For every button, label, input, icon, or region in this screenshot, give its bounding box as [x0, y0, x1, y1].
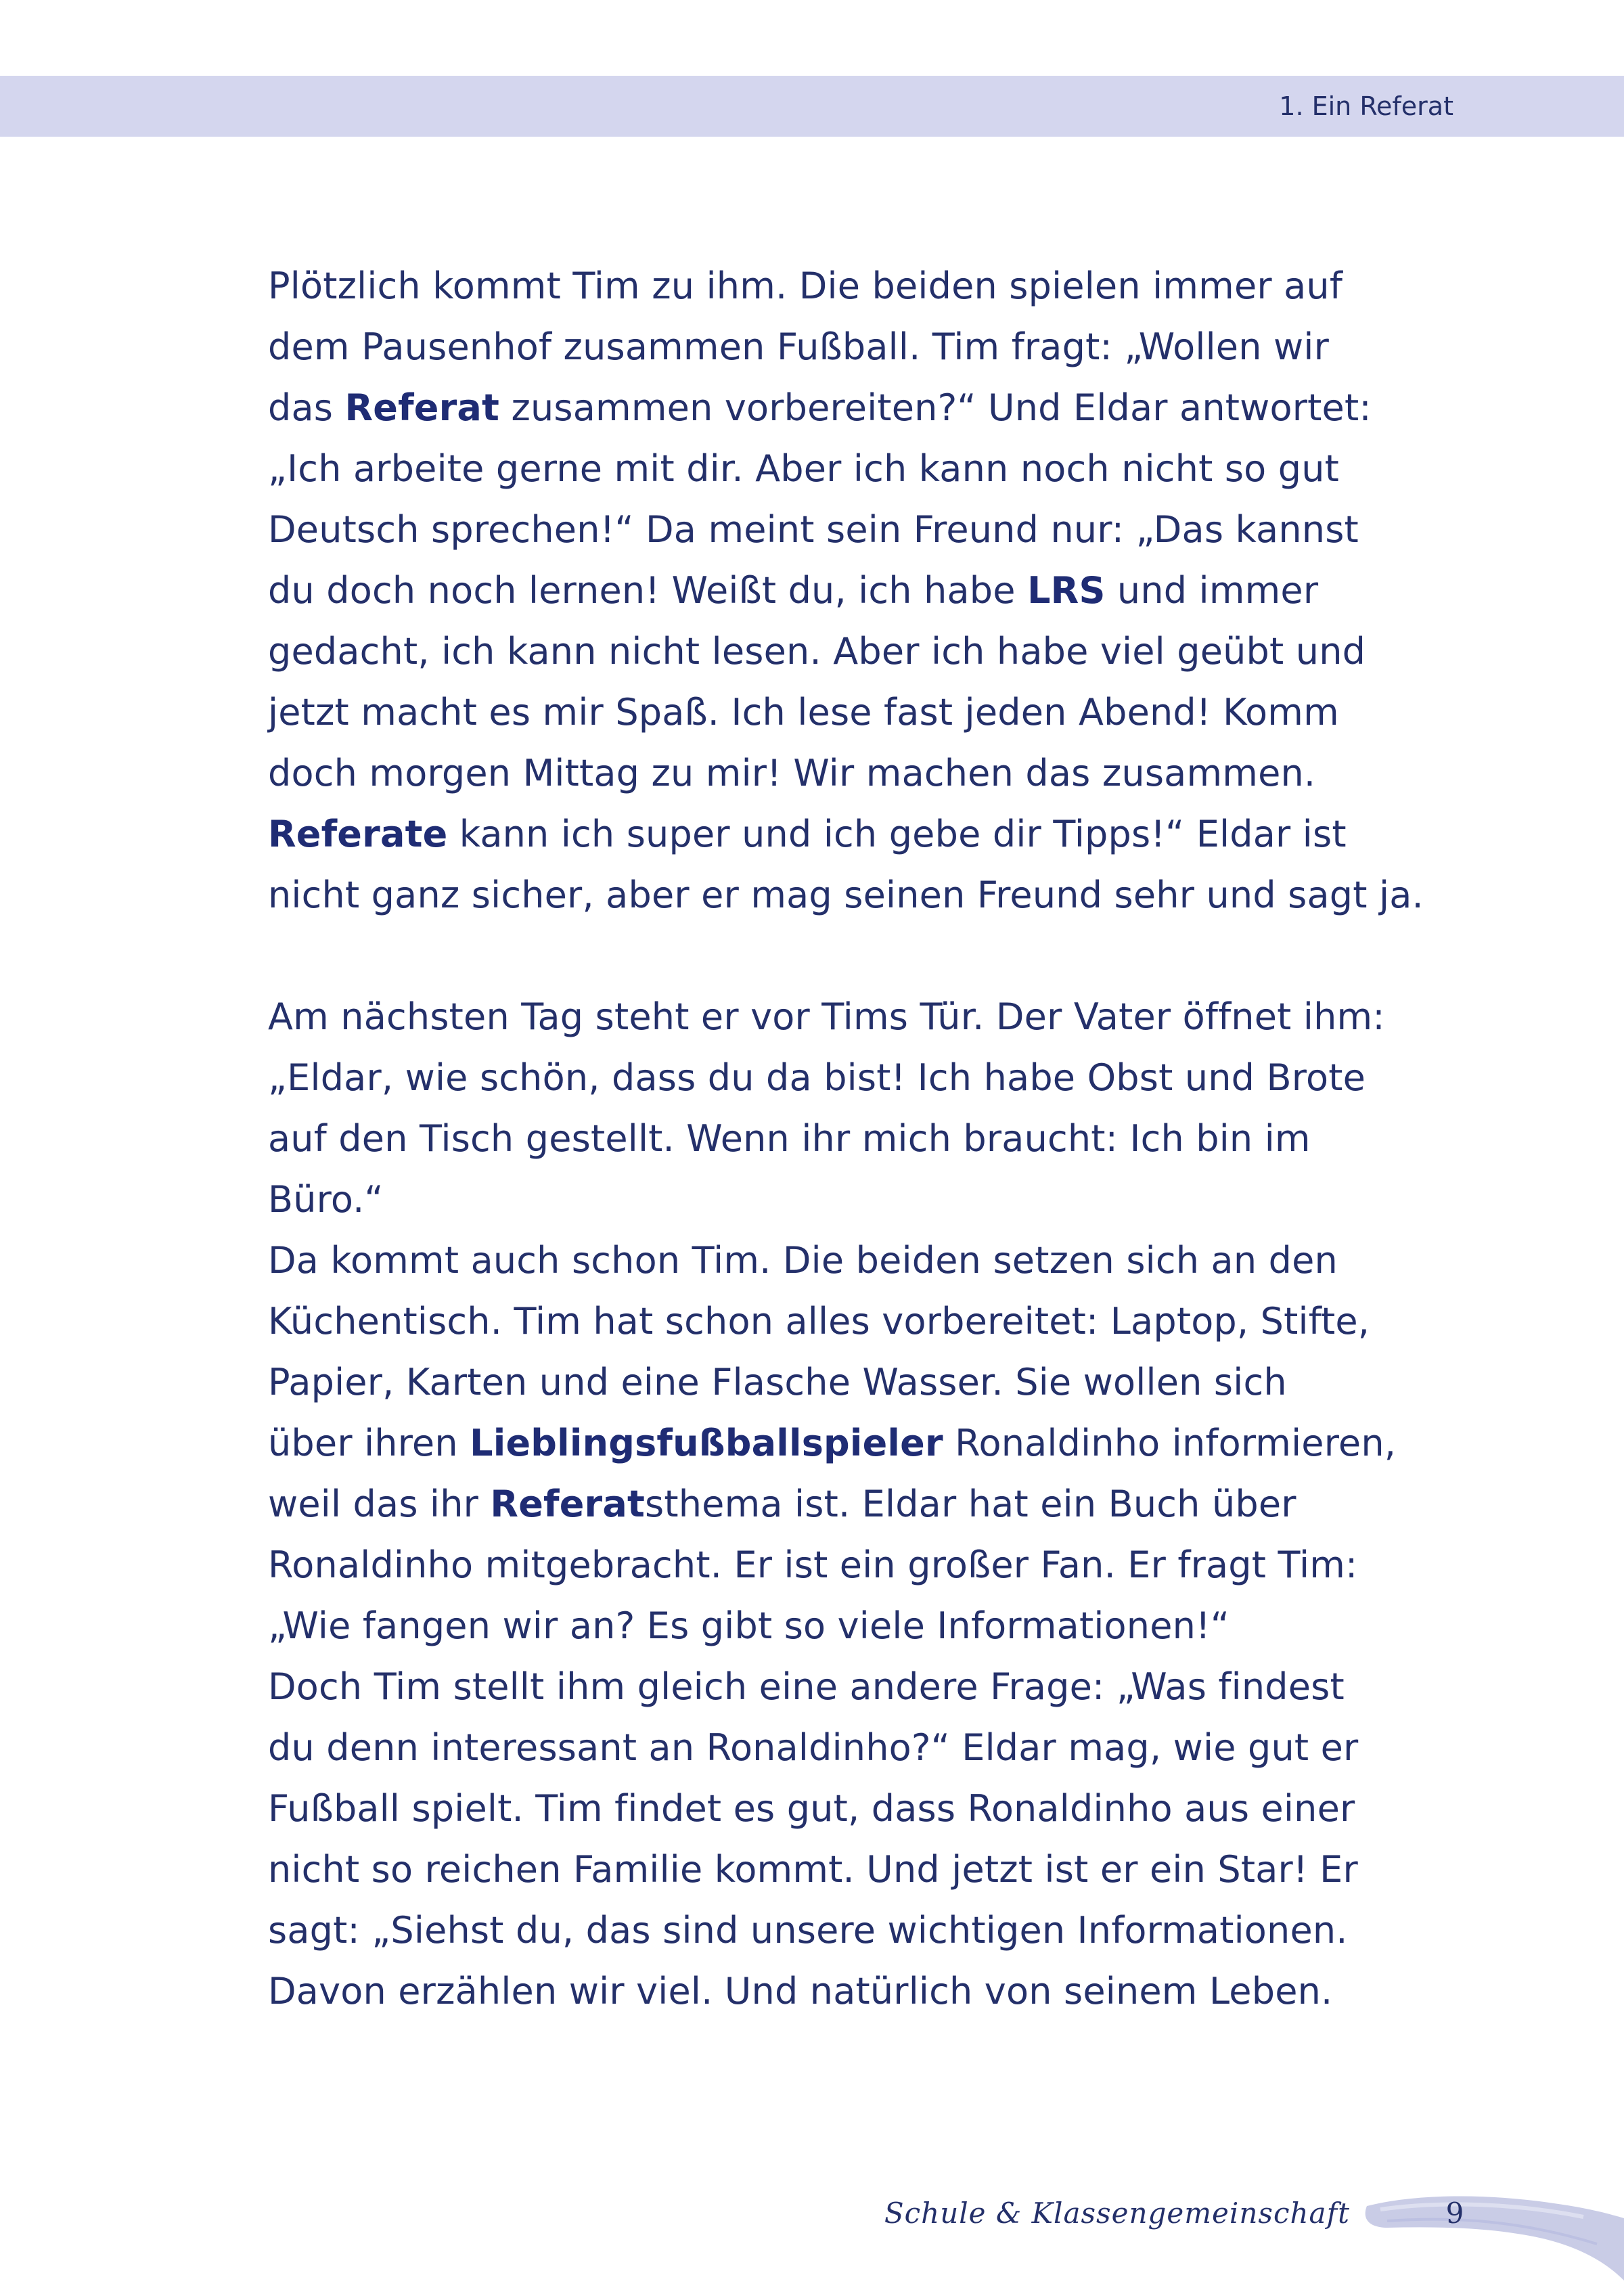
- keyword-highlight: Lieblingsfußballspieler: [470, 1422, 943, 1464]
- story-line: du doch noch lernen! Weißt du, ich habe LRS und immer: [268, 569, 1319, 612]
- chapter-title: 1. Ein Referat: [1279, 91, 1453, 121]
- story-line: nicht so reichen Familie kommt. Und jetzt ist er ein Star! Er: [268, 1848, 1358, 1891]
- story-line: Davon erzählen wir viel. Und natürlich von seinem Leben.: [268, 1970, 1333, 2012]
- story-line: jetzt macht es mir Spaß. Ich lese fast jeden Abend! Komm: [268, 691, 1339, 734]
- story-line: sagt: „Siehst du, das sind unsere wichtigen Informationen.: [268, 1909, 1348, 1952]
- story-line: dem Pausenhof zusammen Fußball. Tim fragt: „Wollen wir: [268, 325, 1329, 368]
- story-text: [268, 256, 1424, 2022]
- story-line: Doch Tim stellt ihm gleich eine andere Frage: „Was findest: [268, 1665, 1345, 1708]
- keyword-highlight: Referat: [490, 1483, 646, 1525]
- story-line: auf den Tisch gestellt. Wenn ihr mich braucht: Ich bin im: [268, 1117, 1311, 1160]
- story-line: doch morgen Mittag zu mir! Wir machen das zusammen.: [268, 752, 1316, 794]
- story-line: weil das ihr Referatsthema ist. Eldar hat ein Buch über: [268, 1483, 1296, 1525]
- story-line: nicht ganz sicher, aber er mag seinen Freund sehr und sagt ja.: [268, 874, 1424, 916]
- page-number: 9: [1445, 2197, 1464, 2230]
- story-line: gedacht, ich kann nicht lesen. Aber ich habe viel geübt und: [268, 630, 1366, 673]
- story-line: über ihren Lieblingsfußballspieler Ronaldinho informieren,: [268, 1422, 1397, 1464]
- story-line: Deutsch sprechen!“ Da meint sein Freund nur: „Das kannst: [268, 508, 1359, 551]
- story-line: „Eldar, wie schön, dass du da bist! Ich habe Obst und Brote: [268, 1056, 1366, 1099]
- story-line: Büro.“: [268, 1178, 384, 1221]
- story-line: du denn interessant an Ronaldinho?“ Eldar mag, wie gut er: [268, 1726, 1359, 1769]
- keyword-highlight: Referate: [268, 813, 448, 855]
- keyword-highlight: LRS: [1027, 569, 1106, 612]
- story-line: Am nächsten Tag steht er vor Tims Tür. Der Vater öffnet ihm:: [268, 995, 1385, 1038]
- story-line: „Wie fangen wir an? Es gibt so viele Informationen!“: [268, 1604, 1230, 1647]
- paragraph-gap: [268, 926, 1405, 987]
- story-line: Plötzlich kommt Tim zu ihm. Die beiden spielen immer auf: [268, 265, 1343, 307]
- section-title: Schule & Klassengemeinschaft: [884, 2197, 1350, 2230]
- story-line: Ronaldinho mitgebracht. Er ist ein großer Fan. Er fragt Tim:: [268, 1544, 1358, 1586]
- story-line: Papier, Karten und eine Flasche Wasser. Sie wollen sich: [268, 1361, 1287, 1403]
- story-line: Referate kann ich super und ich gebe dir Tipps!“ Eldar ist: [268, 813, 1347, 855]
- story-line: Küchentisch. Tim hat schon alles vorbereitet: Laptop, Stifte,: [268, 1300, 1370, 1343]
- keyword-highlight: Referat: [344, 386, 500, 429]
- story-line: das Referat zusammen vorbereiten?“ Und Eldar antwortet:: [268, 386, 1372, 429]
- story-line: „Ich arbeite gerne mit dir. Aber ich kann noch nicht so gut: [268, 447, 1340, 490]
- story-line: Da kommt auch schon Tim. Die beiden setzen sich an den: [268, 1239, 1338, 1282]
- story-line: Fußball spielt. Tim findet es gut, dass Ronaldinho aus einer: [268, 1787, 1355, 1830]
- brush-stroke-icon: [1360, 2179, 1624, 2280]
